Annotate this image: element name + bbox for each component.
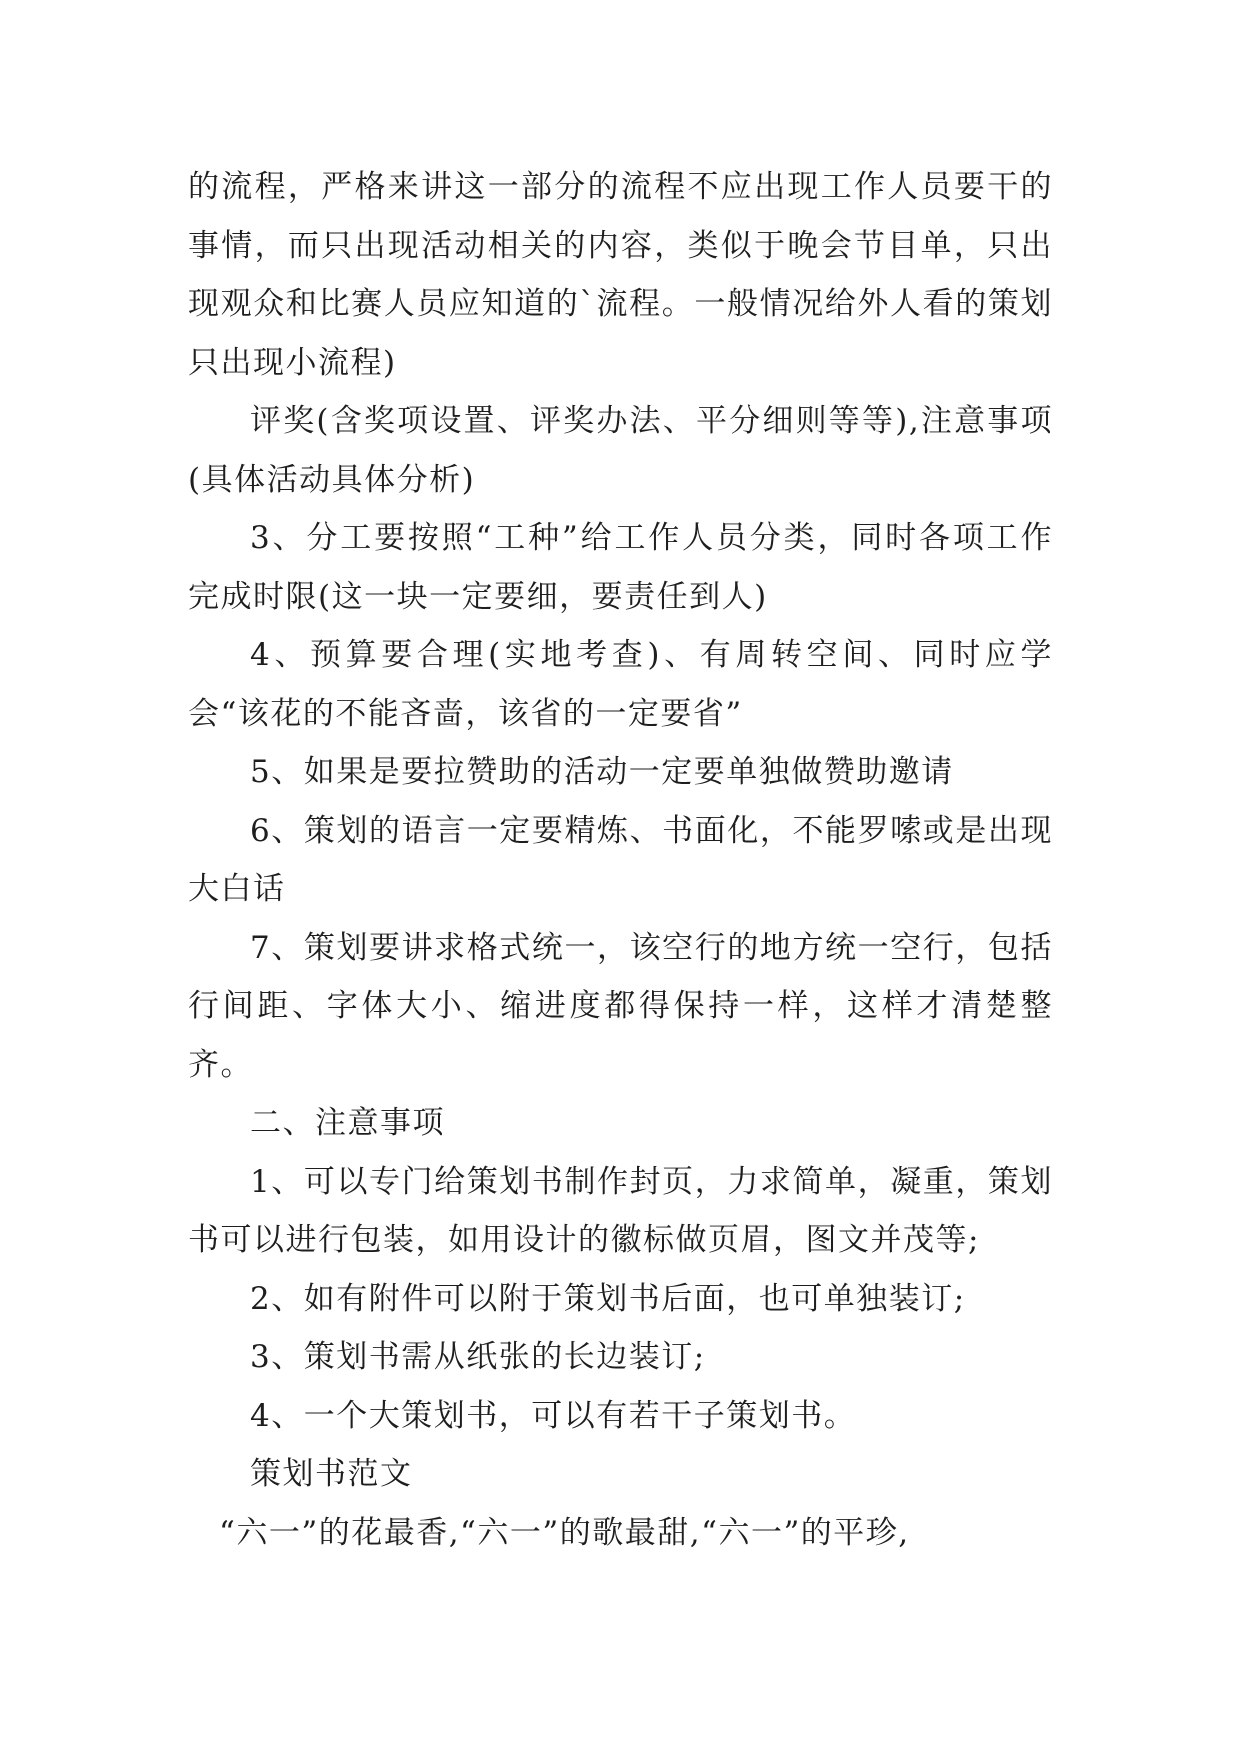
paragraph-note-3-binding: 3、策划书需从纸张的长边装订; — [250, 1339, 706, 1375]
paragraph-note-1-cover: 1、可以专门给策划书制作封页，力求简单，凝重，策划书可以进行包装，如用设计的徽标做页眉，图文并茂等; — [188, 1163, 1053, 1258]
section-heading-notes: 二、注意事项 — [250, 1105, 445, 1141]
paragraph-sample-opening: “六一”的花最香,“六一”的歌最甜,“六一”的平珍, — [219, 1514, 910, 1551]
paragraph-item-4-budget: 4、预算要合理(实地考查)、有周转空间、同时应学会“该花的不能吝啬，该省的一定要省” — [188, 637, 1053, 732]
paragraph-note-4-sub-plans: 4、一个大策划书，可以有若干子策划书。 — [250, 1397, 857, 1434]
paragraph-flow-continuation: 的流程，严格来讲这一部分的流程不应出现工作人员要干的事情，而只出现活动相关的内容，类似于晚会节目单，只出现观众和比赛人员应知道的`流程。一般情况给外人看的策划只出现小流程) — [188, 169, 1053, 381]
paragraph-item-6-language: 6、策划的语言一定要精炼、书面化，不能罗嗦或是出现大白话 — [188, 812, 1053, 907]
paragraph-award-notes: 评奖(含奖项设置、评奖办法、平分细则等等),注意事项(具体活动具体分析) — [188, 403, 1053, 498]
paragraph-note-2-attachments: 2、如有附件可以附于策划书后面，也可单独装订; — [250, 1280, 966, 1317]
section-heading-sample: 策划书范文 — [250, 1456, 413, 1492]
paragraph-item-3-division: 3、分工要按照“工种”给工作人员分类，同时各项工作完成时限(这一块一定要细，要责任到人) — [188, 520, 1053, 615]
paragraph-item-7-format: 7、策划要讲求格式统一，该空行的地方统一空行，包括行间距、字体大小、缩进度都得保持一样，这样才清楚整齐。 — [188, 929, 1053, 1083]
paragraph-item-5-sponsorship: 5、如果是要拉赞助的活动一定要单独做赞助邀请 — [250, 754, 954, 790]
document-body — [188, 158, 1053, 1562]
